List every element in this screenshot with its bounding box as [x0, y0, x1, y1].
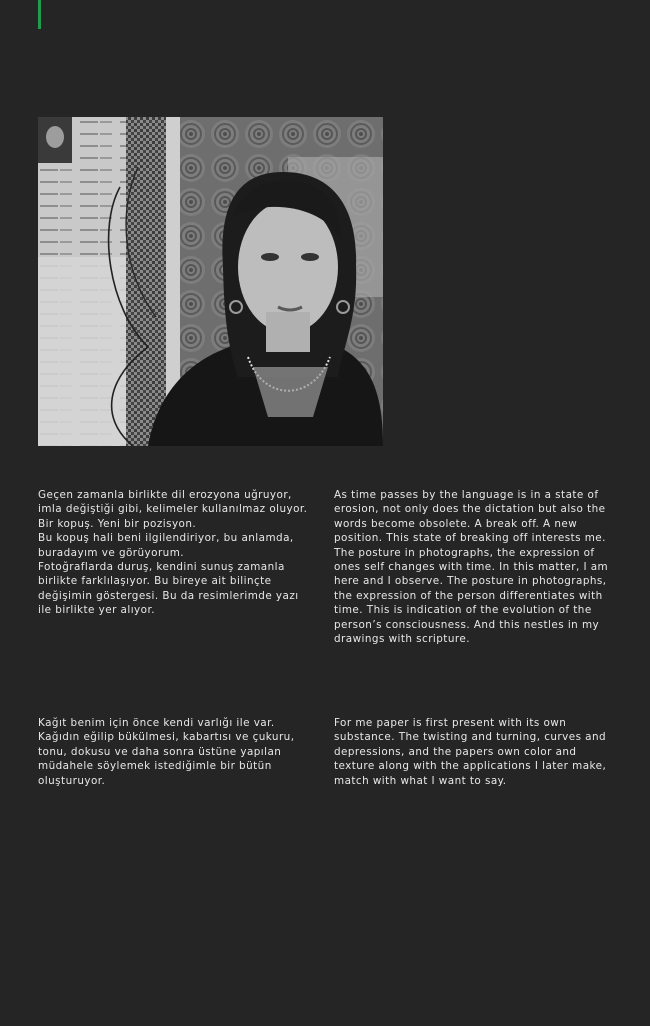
accent-bar	[38, 0, 41, 29]
turkish-paragraph-2: Kağıt benim için önce kendi varlığı ile var. Kağıdın eğilip bükülmesi, kabartısı ve çukuru, tonu, dokusu ve daha sonra üstüne yapılan müdahele söylemek istediğimle bir bütün oluşturuyor.	[38, 717, 295, 787]
turkish-paragraph-1: Geçen zamanla birlikte dil erozyona uğruyor, imla değiştiği gibi, kelimeler kullanılmaz oluyor. Bir kopuş. Yeni bir pozisyon. Bu kopuş hali beni ilgilendiriyor, bu anlamda, buradayım ve görüyorum. Fotoğraflarda duruş, kendini sunuş zamanla birlikte farklılaşıyor. Bu bireye ait bilinçte değişimin göstergesi. Bu da resimlerimde yazı ile birlikte yer alıyor.	[38, 489, 308, 617]
english-paragraph-2: For me paper is first present with its own substance. The twisting and turning, curves and depressions, and the papers own color and texture along with the applications I later make, match with what I want to say.	[334, 717, 607, 787]
english-paragraph-1: As time passes by the language is in a state of erosion, not only does the dictation but also the words become obsolete. A break off. A new position. This state of breaking off interests me. The posture in photographs, the expression of ones self changes with time. In this matter, I am here and I observe. The posture in photographs, the expression of the person differentiates with time. This is indication of the evolution of the person’s consciousness. And this nestles in my drawings with scripture.	[334, 489, 609, 646]
artist-portrait	[38, 117, 383, 446]
portrait-photo-icon	[38, 117, 383, 446]
